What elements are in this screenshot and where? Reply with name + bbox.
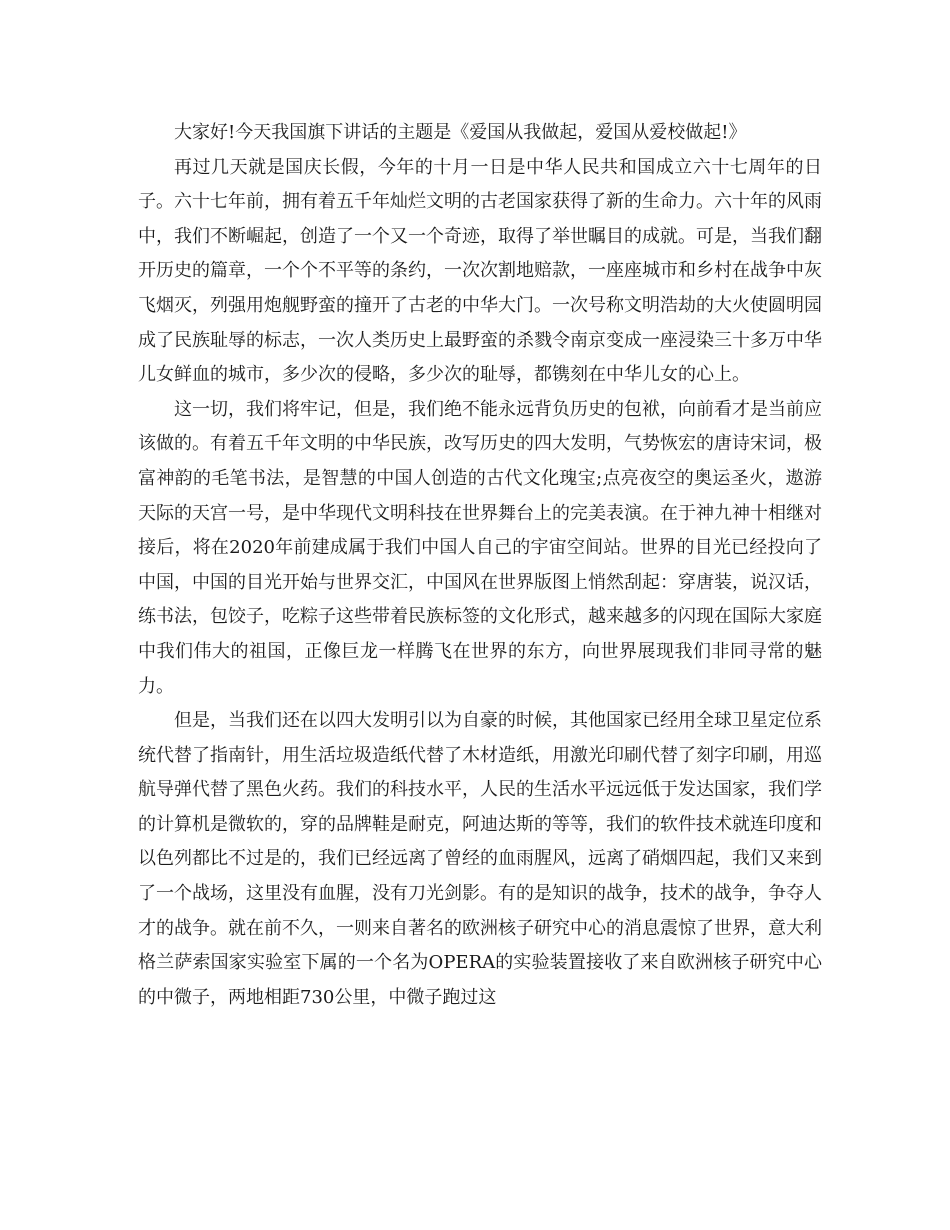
paragraph-technology: 但是，当我们还在以四大发明引以为自豪的时候，其他国家已经用全球卫星定位系统代替了指南针，用生活垃圾造纸代替了木材造纸，用激光印刷代替了刻字印刷，用巡航导弹代替了黑色火药。我们的科技水平，人民的生活水平远远低于发达国家，我们学的计算机是微软的，穿的品牌鞋是耐克，阿迪达斯的等等，我们的软件技术就连印度和以色列都比不过是的，我们已经远离了曾经的血雨腥风，远离了硝烟四起，我们又来到了一个战场，这里没有血腥，没有刀光剑影。有的是知识的战争，技术的战争，争夺人才的战争。就在前不久，一则来自著名的欧洲核子研究中心的消息震惊了世界，意大利格兰萨索国家实验室下属的一个名为OPERA的实验装置接收了来自欧洲核子研究中心的中微子，两地相距730公里，中微子跑过这 (138, 710, 822, 1008)
paragraph-achievements: 这一切，我们将牢记，但是，我们绝不能永远背负历史的包袱，向前看才是当前应该做的。有着五千年文明的中华民族，改写历史的四大发明，气势恢宏的唐诗宋词，极富神韵的毛笔书法，是智慧的中国人创造的古代文化瑰宝;点亮夜空的奥运圣火，遨游天际的天宫一号，是中华现代文明科技在世界舞台上的完美表演。在于神九神十相继对接后，将在2020年前建成属于我们中国人自己的宇宙空间站。世界的目光已经投向了中国，中国的目光开始与世界交汇，中国风在世界版图上悄然刮起：穿唐装，说汉话，练书法，包饺子，吃粽子这些带着民族标签的文化形式，越来越多的闪现在国际大家庭中我们伟大的祖国，正像巨龙一样腾飞在世界的东方，向世界展现我们非同寻常的魅力。 (138, 398, 822, 697)
paragraph-greeting: 大家好!今天我国旗下讲话的主题是《爱国从我做起，爱国从爱校做起!》 (174, 122, 747, 143)
document-body (138, 116, 822, 1015)
paragraph-history: 再过几天就是国庆长假，今年的十月一日是中华人民共和国成立六十七周年的日子。六十七年前，拥有着五千年灿烂文明的古老国家获得了新的生命力。六十年的风雨中，我们不断崛起，创造了一个又一个奇迹，取得了举世瞩目的成就。可是，当我们翻开历史的篇章，一个个不平等的条约，一次次割地赔款，一座座城市和乡村在战争中灰飞烟灭，列强用炮舰野蛮的撞开了古老的中华大门。一次号称文明浩劫的大火使圆明园成了民族耻辱的标志，一次人类历史上最野蛮的杀戮令南京变成一座浸染三十多万中华儿女鲜血的城市，多少次的侵略，多少次的耻辱，都镌刻在中华儿女的心上。 (138, 156, 822, 386)
